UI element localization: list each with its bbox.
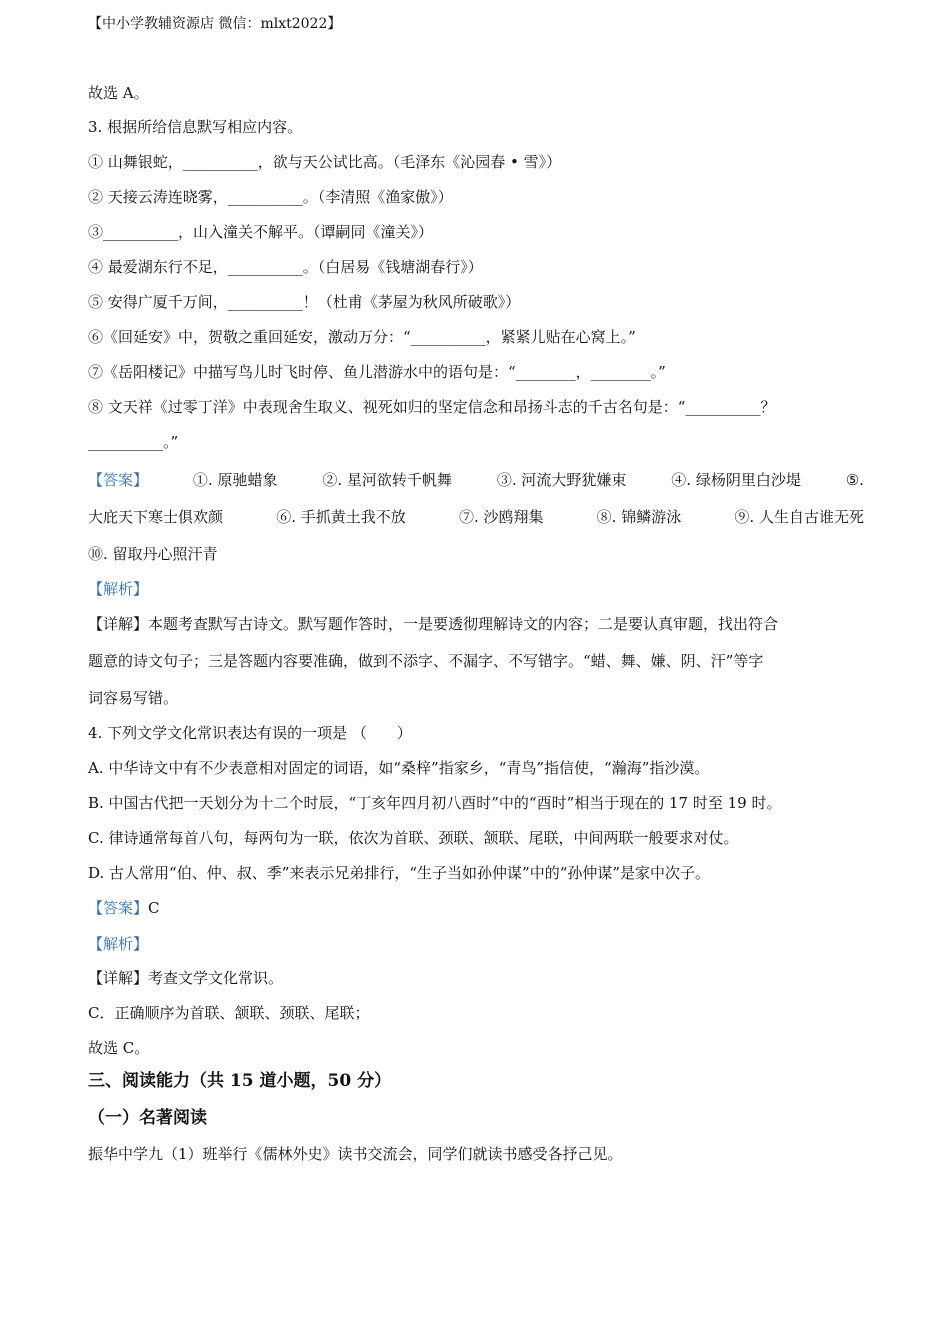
q3-item: ⑥《回延安》中，贺敬之重回延安，激动万分：“__________，紧紧儿贴在心窝上。” <box>88 328 636 346</box>
explain-line: C．正确顺序为首联、颔联、颈联、尾联； <box>88 1004 370 1022</box>
q3-item: ② 天接云涛连晓雾，__________。（李清照《渔家傲》） <box>88 188 453 206</box>
section-subtitle: （一）名著阅读 <box>88 1108 207 1128</box>
q4-option: B. 中国古代把一天划分为十二个时辰，“丁亥年四月初八酉时”中的“酉时”相当于现在的 17 时至 19 时。 <box>88 794 782 812</box>
page-header: 【中小学教辅资源店 微信：mlxt2022】 <box>88 16 342 32</box>
q3-item: ⑧ 文天祥《过零丁洋》中表现舍生取义、视死如归的坚定信念和昂扬斗志的千古名句是：“__________？ <box>88 398 776 416</box>
answer-tag: 【答案】 <box>88 899 149 917</box>
detail-line: 【详解】考查文学文化常识。 <box>88 969 284 987</box>
q4-conclusion: 故选 C。 <box>88 1039 150 1057</box>
q3-item: ① 山舞银蛇，__________，欲与天公试比高。（毛泽东《沁园春 • 雪》） <box>88 153 562 171</box>
answer-item: ⑤. <box>845 471 864 489</box>
answer-item: ⑧. 锦鳞游泳 <box>596 508 682 526</box>
answer-tag: 【答案】 <box>88 471 149 489</box>
q3-item: __________。” <box>88 433 179 451</box>
q4-title: 4. 下列文学文化常识表达有误的一项是 （ ） <box>88 724 412 742</box>
section-intro: 振华中学九（1）班举行《儒林外史》读书交流会，同学们就读书感受各抒己见。 <box>88 1145 623 1163</box>
answer-item: ④. 绿杨阴里白沙堤 <box>671 471 801 489</box>
detail-line: 题意的诗文句子；三是答题内容要准确，做到不添字、不漏字、不写错字。“蜡、舞、嫌、阴、汗”等字 <box>88 652 764 670</box>
q4-answer-line <box>88 898 160 918</box>
answer-item: ⑥. 手抓黄土我不放 <box>276 508 406 526</box>
q3-answers-row <box>88 470 864 490</box>
q3-item: ③__________，山入潼关不解平。（谭嗣同《潼关》） <box>88 223 434 241</box>
answer-item: ③. 河流大野犹嫌束 <box>496 471 627 489</box>
answer-item: 大庇天下寒士俱欢颜 <box>88 508 224 526</box>
detail-line: 词容易写错。 <box>88 689 179 707</box>
answer-item: ⑩. 留取丹心照汗青 <box>88 545 218 563</box>
q3-answers-row <box>88 507 864 527</box>
answer-value: C <box>148 899 160 917</box>
q2-conclusion: 故选 A。 <box>88 84 149 102</box>
analysis-tag: 【解析】 <box>88 935 149 953</box>
q4-option: C. 律诗通常每首八句，每两句为一联，依次为首联、颈联、颔联、尾联，中间两联一般要求对仗。 <box>88 829 739 847</box>
q3-item: ④ 最爱湖东行不足，__________。（白居易《钱塘湖春行》） <box>88 258 483 276</box>
analysis-tag: 【解析】 <box>88 580 149 598</box>
q3-item: ⑦《岳阳楼记》中描写鸟儿时飞时停、鱼儿潜游水中的语句是：“________，________。” <box>88 363 666 381</box>
answer-item: ①. 原驰蜡象 <box>192 471 278 489</box>
answer-item: ②. 星河欲转千帆舞 <box>322 471 452 489</box>
q4-option: D. 古人常用“伯、仲、叔、季”来表示兄弟排行，“生子当如孙仲谋”中的“孙仲谋”是家中次子。 <box>88 864 711 882</box>
answer-item: ⑨. 人生自古谁无死 <box>734 508 864 526</box>
detail-line: 【详解】本题考查默写古诗文。默写题作答时，一是要透彻理解诗文的内容；二是要认真审题，找出符合 <box>88 615 779 633</box>
q3-item: ⑤ 安得广厦千万间，__________！（杜甫《茅屋为秋风所破歌》） <box>88 293 521 311</box>
answer-item: ⑦. 沙鸥翔集 <box>458 508 544 526</box>
q4-option: A. 中华诗文中有不少表意相对固定的词语，如“桑梓”指家乡，“青鸟”指信使，“瀚海”指沙漠。 <box>88 759 710 777</box>
section-title: 三、阅读能力（共 15 道小题，50 分） <box>88 1071 392 1091</box>
q3-title: 3. 根据所给信息默写相应内容。 <box>88 118 303 136</box>
